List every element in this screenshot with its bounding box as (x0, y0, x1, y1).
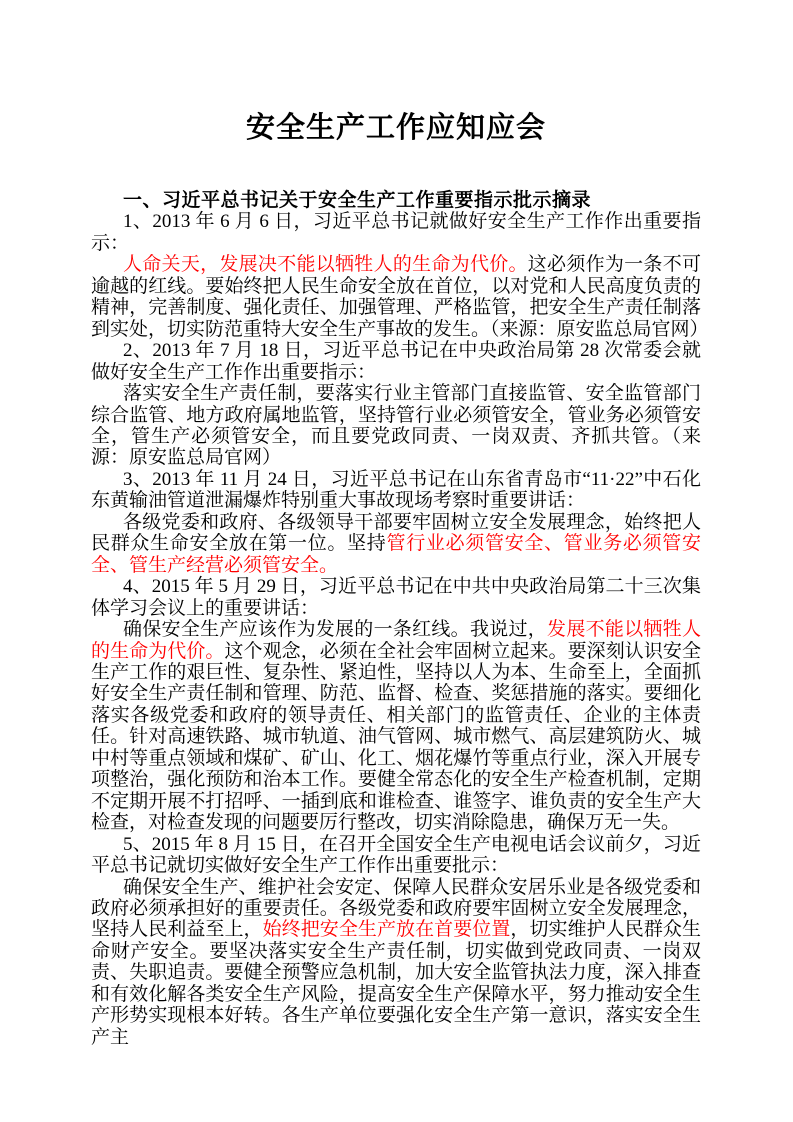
paragraph (91, 512, 701, 576)
document-body (91, 190, 709, 1048)
highlighted-text-run: 发展不能以牺牲人的生命为代价。 (91, 619, 701, 662)
text-run: 落实安全生产责任制，要落实行业主管部门直接监管、安全监管部门综合监管、地方政府属地监管，坚持管行业必须管安全，管业务必须管安全，管生产必须管安全，而且要党政同责、一岗双责、齐抓共管。（来源：原安监总局官网） (91, 383, 701, 469)
text-run: 各级党委和政府、各级领导干部要牢固树立安全发展理念，始终把人民群众生命安全放在第一位。坚持 (91, 511, 701, 555)
paragraph (91, 469, 701, 512)
text-run: 这个观念，必须在全社会牢固树立起来。要深刻认识安全生产工作的艰巨性、复杂性、紧迫性，坚持以人为本、生命至上，全面抓好安全生产责任制和管理、防范、监督、检查、奖惩措施的落实。要细化落实各级党委和政府的领导责任、相关部门的监管责任、企业的主体责任。针对高速铁路、城市轨道、油气管网、城市燃气、高层建筑防火、城中村等重点领域和煤矿、矿山、化工、烟花爆竹等重点行业，深入开展专项整治，强化预防和治本工作。要健全常态化的安全生产检查机制，定期不定期开展不打招呼、一插到底和谁检查、谁签字、谁负责的安全生产大检查，对检查发现的问题要厉行整改，切实消除隐患，确保万无一失。 (91, 640, 701, 834)
text-run: 确保安全生产应该作为发展的一条红线。我说过， (123, 619, 548, 641)
text-run: 确保安全生产、维护社会安定、保障人民群众安居乐业是各级党委和政府必须承担好的重要责任。各级党委和政府要牢固树立安全发展理念，坚持人民利益至上， (91, 876, 701, 941)
paragraph (91, 834, 701, 877)
highlighted-text-run: 人命关天，发展决不能以牺牲人的生命为代价。 (123, 254, 528, 276)
text-run: 2、2013 年 7 月 18 日，习近平总书记在中央政治局第 28 次常委会就做好安全生产工作作出重要指示： (91, 340, 701, 383)
text-run: 5、2015 年 8 月 15 日，在召开全国安全生产电视电话会议前夕，习近平总书记就切实做好安全生产工作作出重要批示： (91, 833, 701, 877)
document-title: 安全生产工作应知应会 (245, 112, 546, 144)
text-run: 这必须作为一条不可逾越的红线。要始终把人民生命安全放在首位，以对党和人民高度负责的精神，完善制度、强化责任、加强管理、严格监管，把安全生产责任制落到实处，切实防范重特大安全生产事故的发生。（来源：原安监总局官网） (91, 254, 709, 340)
paragraph (91, 211, 701, 254)
text-run: 4、2015 年 5 月 29 日，习近平总书记在中共中央政治局第二十三次集体学习会议上的重要讲话： (91, 576, 701, 619)
highlighted-text-run: 始终把安全生产放在首要位置 (262, 919, 511, 941)
paragraph (91, 254, 709, 340)
text-run: 1、2013 年 6 月 6 日，习近平总书记就做好安全生产工作作出重要指示： (91, 211, 701, 254)
highlighted-text-run: 管行业必须管安全、管业务必须管安全、管生产经营必须管安全。 (91, 533, 701, 576)
paragraph (91, 340, 701, 383)
paragraph (91, 383, 701, 469)
paragraph (91, 877, 701, 1049)
paragraph-list (91, 211, 709, 1048)
paragraph (91, 619, 701, 834)
paragraph (91, 576, 701, 619)
text-run: ，切实维护人民群众生命财产安全。要坚决落实安全生产责任制，切实做到党政同责、一岗双责、失职追责。要健全预警应急机制，加大安全监管执法力度，深入排查和有效化解各类安全生产风险，提高安全生产保障水平，努力推动安全生产形势实现根本好转。各生产单位要强化安全生产第一意识，落实安全生产主 (91, 919, 701, 1048)
section-heading: 一、习近平总书记关于安全生产工作重要指示批示摘录 (123, 190, 592, 211)
text-run: 3、2013 年 11 月 24 日，习近平总书记在山东省青岛市“11·22”中石化东黄输油管道泄漏爆炸特别重大事故现场考察时重要讲话： (91, 468, 701, 512)
